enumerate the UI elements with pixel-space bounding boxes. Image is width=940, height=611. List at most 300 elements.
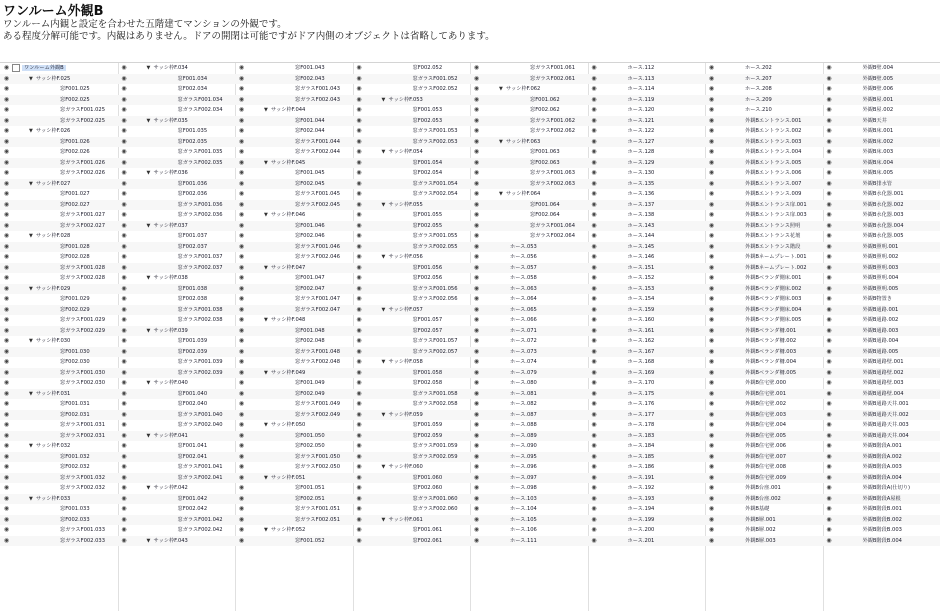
- outliner-item[interactable]: [353, 189, 471, 200]
- eye-icon[interactable]: ◉: [2, 441, 11, 452]
- outliner-item[interactable]: [118, 84, 236, 95]
- outliner-item[interactable]: [705, 221, 823, 232]
- eye-icon[interactable]: ◉: [590, 189, 599, 200]
- eye-icon[interactable]: ◉: [237, 221, 246, 232]
- eye-icon[interactable]: ◉: [825, 452, 834, 463]
- outliner-item[interactable]: [588, 200, 706, 211]
- outliner-item[interactable]: [118, 158, 236, 169]
- outliner-item[interactable]: [470, 536, 588, 547]
- outliner-item[interactable]: [0, 410, 118, 421]
- eye-icon[interactable]: ◉: [2, 515, 11, 526]
- outliner-item[interactable]: [588, 221, 706, 232]
- outliner-item[interactable]: [118, 368, 236, 379]
- eye-icon[interactable]: ◉: [237, 452, 246, 463]
- eye-icon[interactable]: ◉: [825, 137, 834, 148]
- chevron-down-icon[interactable]: ▼: [147, 221, 151, 232]
- outliner-item[interactable]: [353, 179, 471, 190]
- eye-icon[interactable]: ◉: [707, 273, 716, 284]
- eye-icon[interactable]: ◉: [120, 399, 129, 410]
- eye-icon[interactable]: ◉: [825, 242, 834, 253]
- outliner-item[interactable]: [118, 273, 236, 284]
- outliner-item[interactable]: [0, 189, 118, 200]
- eye-icon[interactable]: ◉: [825, 231, 834, 242]
- eye-icon[interactable]: ◉: [590, 515, 599, 526]
- eye-icon[interactable]: ◉: [2, 242, 11, 253]
- eye-icon[interactable]: ◉: [237, 389, 246, 400]
- eye-icon[interactable]: ◉: [590, 420, 599, 431]
- eye-icon[interactable]: ◉: [590, 147, 599, 158]
- eye-icon[interactable]: ◉: [2, 420, 11, 431]
- outliner-item[interactable]: [470, 294, 588, 305]
- eye-icon[interactable]: ◉: [472, 420, 481, 431]
- eye-icon[interactable]: ◉: [825, 378, 834, 389]
- chevron-down-icon[interactable]: ▼: [382, 410, 386, 421]
- eye-icon[interactable]: ◉: [237, 63, 246, 74]
- eye-icon[interactable]: ◉: [707, 74, 716, 85]
- outliner-item[interactable]: [353, 84, 471, 95]
- eye-icon[interactable]: ◉: [355, 116, 364, 127]
- outliner-item[interactable]: [470, 525, 588, 536]
- outliner-item[interactable]: [588, 483, 706, 494]
- outliner-item[interactable]: [588, 336, 706, 347]
- eye-icon[interactable]: ◉: [472, 137, 481, 148]
- eye-icon[interactable]: ◉: [2, 168, 11, 179]
- eye-icon[interactable]: ◉: [825, 74, 834, 85]
- outliner-item[interactable]: [235, 326, 353, 337]
- eye-icon[interactable]: ◉: [2, 221, 11, 232]
- outliner-item[interactable]: [823, 200, 940, 211]
- eye-icon[interactable]: ◉: [120, 116, 129, 127]
- eye-icon[interactable]: ◉: [472, 336, 481, 347]
- outliner-item[interactable]: [0, 494, 118, 505]
- outliner-item[interactable]: [353, 494, 471, 505]
- outliner-item[interactable]: [705, 420, 823, 431]
- chevron-down-icon[interactable]: ▼: [382, 357, 386, 368]
- eye-icon[interactable]: ◉: [120, 273, 129, 284]
- outliner-item[interactable]: [470, 515, 588, 526]
- eye-icon[interactable]: ◉: [472, 294, 481, 305]
- outliner-item[interactable]: [353, 221, 471, 232]
- eye-icon[interactable]: ◉: [472, 210, 481, 221]
- outliner-item[interactable]: [118, 441, 236, 452]
- eye-icon[interactable]: ◉: [237, 263, 246, 274]
- outliner-item[interactable]: [235, 452, 353, 463]
- eye-icon[interactable]: ◉: [2, 483, 11, 494]
- eye-icon[interactable]: ◉: [237, 137, 246, 148]
- eye-icon[interactable]: ◉: [472, 431, 481, 442]
- outliner-item[interactable]: [470, 126, 588, 137]
- outliner-item[interactable]: [118, 294, 236, 305]
- outliner-item[interactable]: [588, 420, 706, 431]
- outliner-item[interactable]: [118, 315, 236, 326]
- outliner-item[interactable]: [588, 494, 706, 505]
- chevron-down-icon[interactable]: ▼: [264, 368, 268, 379]
- eye-icon[interactable]: ◉: [120, 410, 129, 421]
- outliner-item[interactable]: [705, 231, 823, 242]
- outliner-item[interactable]: [470, 242, 588, 253]
- chevron-down-icon[interactable]: ▼: [29, 389, 33, 400]
- outliner-item[interactable]: [470, 231, 588, 242]
- eye-icon[interactable]: ◉: [825, 368, 834, 379]
- eye-icon[interactable]: ◉: [237, 84, 246, 95]
- eye-icon[interactable]: ◉: [472, 74, 481, 85]
- eye-icon[interactable]: ◉: [120, 452, 129, 463]
- eye-icon[interactable]: ◉: [2, 452, 11, 463]
- eye-icon[interactable]: ◉: [237, 105, 246, 116]
- eye-icon[interactable]: ◉: [590, 410, 599, 421]
- chevron-down-icon[interactable]: ▼: [147, 116, 151, 127]
- outliner-item[interactable]: [235, 441, 353, 452]
- outliner-item[interactable]: [823, 116, 940, 127]
- outliner-item[interactable]: [588, 473, 706, 484]
- outliner-item[interactable]: [118, 74, 236, 85]
- eye-icon[interactable]: ◉: [707, 494, 716, 505]
- eye-icon[interactable]: ◉: [2, 231, 11, 242]
- outliner-item[interactable]: [0, 273, 118, 284]
- eye-icon[interactable]: ◉: [2, 536, 11, 547]
- outliner-item[interactable]: [0, 452, 118, 463]
- outliner-item[interactable]: [118, 389, 236, 400]
- chevron-down-icon[interactable]: ▼: [29, 74, 33, 85]
- eye-icon[interactable]: ◉: [355, 179, 364, 190]
- eye-icon[interactable]: ◉: [120, 158, 129, 169]
- outliner-item[interactable]: [470, 168, 588, 179]
- outliner-item[interactable]: [0, 326, 118, 337]
- eye-icon[interactable]: ◉: [120, 231, 129, 242]
- eye-icon[interactable]: ◉: [825, 462, 834, 473]
- outliner-item[interactable]: [705, 326, 823, 337]
- outliner-item[interactable]: [823, 420, 940, 431]
- eye-icon[interactable]: ◉: [707, 284, 716, 295]
- outliner-item[interactable]: [0, 389, 118, 400]
- outliner-item[interactable]: [118, 95, 236, 106]
- eye-icon[interactable]: ◉: [707, 147, 716, 158]
- eye-icon[interactable]: ◉: [590, 252, 599, 263]
- outliner-item[interactable]: [588, 536, 706, 547]
- eye-icon[interactable]: ◉: [472, 305, 481, 316]
- eye-icon[interactable]: ◉: [472, 368, 481, 379]
- eye-icon[interactable]: ◉: [355, 410, 364, 421]
- outliner-item[interactable]: [588, 525, 706, 536]
- eye-icon[interactable]: ◉: [825, 294, 834, 305]
- outliner-item[interactable]: [118, 305, 236, 316]
- outliner-item[interactable]: [235, 116, 353, 127]
- eye-icon[interactable]: ◉: [120, 305, 129, 316]
- outliner-item[interactable]: [0, 63, 118, 74]
- outliner-item[interactable]: [235, 126, 353, 137]
- eye-icon[interactable]: ◉: [590, 399, 599, 410]
- outliner-item[interactable]: [470, 336, 588, 347]
- eye-icon[interactable]: ◉: [2, 305, 11, 316]
- outliner-item[interactable]: [470, 389, 588, 400]
- outliner-item[interactable]: [823, 273, 940, 284]
- eye-icon[interactable]: ◉: [707, 525, 716, 536]
- outliner-item[interactable]: [118, 147, 236, 158]
- chevron-down-icon[interactable]: ▼: [147, 378, 151, 389]
- eye-icon[interactable]: ◉: [2, 368, 11, 379]
- outliner-item[interactable]: [353, 200, 471, 211]
- eye-icon[interactable]: ◉: [237, 95, 246, 106]
- eye-icon[interactable]: ◉: [237, 357, 246, 368]
- outliner-item[interactable]: [118, 378, 236, 389]
- outliner-item[interactable]: [588, 347, 706, 358]
- eye-icon[interactable]: ◉: [707, 84, 716, 95]
- outliner-item[interactable]: [588, 431, 706, 442]
- eye-icon[interactable]: ◉: [472, 378, 481, 389]
- eye-icon[interactable]: ◉: [472, 326, 481, 337]
- outliner-item[interactable]: [823, 473, 940, 484]
- outliner-item[interactable]: [470, 410, 588, 421]
- outliner-item[interactable]: [705, 462, 823, 473]
- outliner-item[interactable]: [823, 147, 940, 158]
- eye-icon[interactable]: ◉: [237, 126, 246, 137]
- eye-icon[interactable]: ◉: [590, 105, 599, 116]
- eye-icon[interactable]: ◉: [707, 126, 716, 137]
- eye-icon[interactable]: ◉: [355, 431, 364, 442]
- eye-icon[interactable]: ◉: [120, 221, 129, 232]
- eye-icon[interactable]: ◉: [590, 158, 599, 169]
- chevron-down-icon[interactable]: ▼: [29, 179, 33, 190]
- eye-icon[interactable]: ◉: [472, 473, 481, 484]
- outliner-item[interactable]: [470, 462, 588, 473]
- outliner-item[interactable]: [353, 74, 471, 85]
- outliner-item[interactable]: [470, 252, 588, 263]
- eye-icon[interactable]: ◉: [120, 252, 129, 263]
- outliner-item[interactable]: [705, 95, 823, 106]
- eye-icon[interactable]: ◉: [590, 389, 599, 400]
- outliner-item[interactable]: [235, 431, 353, 442]
- eye-icon[interactable]: ◉: [2, 378, 11, 389]
- outliner-item[interactable]: [353, 158, 471, 169]
- outliner-item[interactable]: [0, 525, 118, 536]
- outliner-item[interactable]: [118, 504, 236, 515]
- eye-icon[interactable]: ◉: [2, 116, 11, 127]
- eye-icon[interactable]: ◉: [472, 231, 481, 242]
- outliner-item[interactable]: [353, 263, 471, 274]
- eye-icon[interactable]: ◉: [355, 452, 364, 463]
- eye-icon[interactable]: ◉: [120, 525, 129, 536]
- outliner-item[interactable]: [705, 305, 823, 316]
- eye-icon[interactable]: ◉: [2, 252, 11, 263]
- eye-icon[interactable]: ◉: [120, 95, 129, 106]
- eye-icon[interactable]: ◉: [472, 462, 481, 473]
- outliner-item[interactable]: [118, 126, 236, 137]
- eye-icon[interactable]: ◉: [707, 221, 716, 232]
- outliner-item[interactable]: [235, 179, 353, 190]
- eye-icon[interactable]: ◉: [120, 179, 129, 190]
- outliner-item[interactable]: [118, 210, 236, 221]
- outliner-item[interactable]: [470, 305, 588, 316]
- eye-icon[interactable]: ◉: [120, 210, 129, 221]
- outliner-item[interactable]: [470, 326, 588, 337]
- outliner-item[interactable]: [588, 410, 706, 421]
- eye-icon[interactable]: ◉: [355, 273, 364, 284]
- eye-icon[interactable]: ◉: [590, 462, 599, 473]
- eye-icon[interactable]: ◉: [2, 189, 11, 200]
- eye-icon[interactable]: ◉: [707, 347, 716, 358]
- eye-icon[interactable]: ◉: [2, 126, 11, 137]
- eye-icon[interactable]: ◉: [590, 74, 599, 85]
- outliner-item[interactable]: [823, 221, 940, 232]
- eye-icon[interactable]: ◉: [472, 105, 481, 116]
- outliner-item[interactable]: [353, 441, 471, 452]
- outliner-item[interactable]: [823, 294, 940, 305]
- eye-icon[interactable]: ◉: [825, 147, 834, 158]
- outliner-item[interactable]: [588, 147, 706, 158]
- eye-icon[interactable]: ◉: [355, 315, 364, 326]
- outliner-item[interactable]: [353, 294, 471, 305]
- eye-icon[interactable]: ◉: [120, 462, 129, 473]
- eye-icon[interactable]: ◉: [707, 536, 716, 547]
- outliner-item[interactable]: [0, 315, 118, 326]
- outliner-item[interactable]: [705, 315, 823, 326]
- eye-icon[interactable]: ◉: [237, 515, 246, 526]
- outliner-item[interactable]: [0, 357, 118, 368]
- outliner-item[interactable]: [705, 347, 823, 358]
- outliner-item[interactable]: [705, 515, 823, 526]
- outliner-item[interactable]: [823, 389, 940, 400]
- eye-icon[interactable]: ◉: [120, 263, 129, 274]
- eye-icon[interactable]: ◉: [825, 336, 834, 347]
- outliner-item[interactable]: [0, 483, 118, 494]
- eye-icon[interactable]: ◉: [472, 189, 481, 200]
- outliner-item[interactable]: [588, 515, 706, 526]
- chevron-down-icon[interactable]: ▼: [147, 536, 151, 547]
- eye-icon[interactable]: ◉: [825, 536, 834, 547]
- outliner-item[interactable]: [588, 462, 706, 473]
- eye-icon[interactable]: ◉: [120, 147, 129, 158]
- eye-icon[interactable]: ◉: [2, 431, 11, 442]
- outliner-item[interactable]: [353, 305, 471, 316]
- eye-icon[interactable]: ◉: [590, 452, 599, 463]
- outliner-item[interactable]: [823, 431, 940, 442]
- outliner-item[interactable]: [0, 242, 118, 253]
- eye-icon[interactable]: ◉: [590, 116, 599, 127]
- outliner-item[interactable]: [470, 179, 588, 190]
- outliner-item[interactable]: [588, 504, 706, 515]
- outliner-item[interactable]: [0, 221, 118, 232]
- eye-icon[interactable]: ◉: [472, 357, 481, 368]
- outliner-item[interactable]: [470, 368, 588, 379]
- outliner-item[interactable]: [0, 105, 118, 116]
- eye-icon[interactable]: ◉: [355, 168, 364, 179]
- chevron-down-icon[interactable]: ▼: [147, 431, 151, 442]
- outliner-item[interactable]: [235, 84, 353, 95]
- eye-icon[interactable]: ◉: [825, 179, 834, 190]
- outliner-item[interactable]: [0, 462, 118, 473]
- chevron-down-icon[interactable]: ▼: [147, 273, 151, 284]
- outliner-item[interactable]: [353, 357, 471, 368]
- outliner-item[interactable]: [705, 263, 823, 274]
- outliner-item[interactable]: [235, 242, 353, 253]
- chevron-down-icon[interactable]: ▼: [264, 473, 268, 484]
- eye-icon[interactable]: ◉: [590, 179, 599, 190]
- eye-icon[interactable]: ◉: [120, 242, 129, 253]
- eye-icon[interactable]: ◉: [120, 483, 129, 494]
- eye-icon[interactable]: ◉: [237, 284, 246, 295]
- outliner-item[interactable]: [235, 305, 353, 316]
- eye-icon[interactable]: ◉: [825, 105, 834, 116]
- eye-icon[interactable]: ◉: [707, 116, 716, 127]
- eye-icon[interactable]: ◉: [2, 336, 11, 347]
- outliner-item[interactable]: [823, 158, 940, 169]
- outliner-item[interactable]: [823, 168, 940, 179]
- outliner-item[interactable]: [823, 210, 940, 221]
- eye-icon[interactable]: ◉: [707, 389, 716, 400]
- eye-icon[interactable]: ◉: [2, 179, 11, 190]
- outliner-item[interactable]: [353, 137, 471, 148]
- outliner-item[interactable]: [470, 158, 588, 169]
- outliner-item[interactable]: [705, 494, 823, 505]
- eye-icon[interactable]: ◉: [237, 536, 246, 547]
- outliner-item[interactable]: [353, 63, 471, 74]
- outliner-item[interactable]: [0, 74, 118, 85]
- eye-icon[interactable]: ◉: [355, 284, 364, 295]
- outliner-item[interactable]: [118, 263, 236, 274]
- eye-icon[interactable]: ◉: [707, 441, 716, 452]
- eye-icon[interactable]: ◉: [472, 200, 481, 211]
- eye-icon[interactable]: ◉: [237, 462, 246, 473]
- outliner-item[interactable]: [705, 126, 823, 137]
- outliner-item[interactable]: [0, 84, 118, 95]
- eye-icon[interactable]: ◉: [237, 368, 246, 379]
- eye-icon[interactable]: ◉: [707, 420, 716, 431]
- outliner-item[interactable]: [823, 452, 940, 463]
- outliner-item[interactable]: [0, 536, 118, 547]
- eye-icon[interactable]: ◉: [237, 399, 246, 410]
- eye-icon[interactable]: ◉: [472, 242, 481, 253]
- outliner-item[interactable]: [235, 63, 353, 74]
- outliner-item[interactable]: [118, 179, 236, 190]
- eye-icon[interactable]: ◉: [590, 263, 599, 274]
- outliner-item[interactable]: [588, 452, 706, 463]
- eye-icon[interactable]: ◉: [355, 210, 364, 221]
- eye-icon[interactable]: ◉: [120, 126, 129, 137]
- eye-icon[interactable]: ◉: [355, 515, 364, 526]
- eye-icon[interactable]: ◉: [590, 441, 599, 452]
- outliner-item[interactable]: [0, 126, 118, 137]
- eye-icon[interactable]: ◉: [590, 494, 599, 505]
- outliner-item[interactable]: [0, 473, 118, 484]
- eye-icon[interactable]: ◉: [825, 95, 834, 106]
- eye-icon[interactable]: ◉: [825, 189, 834, 200]
- outliner-item[interactable]: [705, 473, 823, 484]
- outliner-item[interactable]: [588, 189, 706, 200]
- eye-icon[interactable]: ◉: [355, 357, 364, 368]
- eye-icon[interactable]: ◉: [707, 504, 716, 515]
- outliner-item[interactable]: [705, 389, 823, 400]
- outliner-item[interactable]: [705, 378, 823, 389]
- eye-icon[interactable]: ◉: [707, 305, 716, 316]
- eye-icon[interactable]: ◉: [2, 95, 11, 106]
- outliner-item[interactable]: [588, 168, 706, 179]
- eye-icon[interactable]: ◉: [355, 494, 364, 505]
- eye-icon[interactable]: ◉: [707, 294, 716, 305]
- eye-icon[interactable]: ◉: [2, 410, 11, 421]
- eye-icon[interactable]: ◉: [120, 105, 129, 116]
- eye-icon[interactable]: ◉: [120, 368, 129, 379]
- outliner-item[interactable]: [705, 210, 823, 221]
- eye-icon[interactable]: ◉: [2, 326, 11, 337]
- eye-icon[interactable]: ◉: [590, 315, 599, 326]
- eye-icon[interactable]: ◉: [2, 494, 11, 505]
- eye-icon[interactable]: ◉: [707, 452, 716, 463]
- outliner-item[interactable]: [0, 347, 118, 358]
- chevron-down-icon[interactable]: ▼: [29, 126, 33, 137]
- eye-icon[interactable]: ◉: [590, 137, 599, 148]
- outliner-item[interactable]: [823, 179, 940, 190]
- chevron-down-icon[interactable]: ▼: [264, 158, 268, 169]
